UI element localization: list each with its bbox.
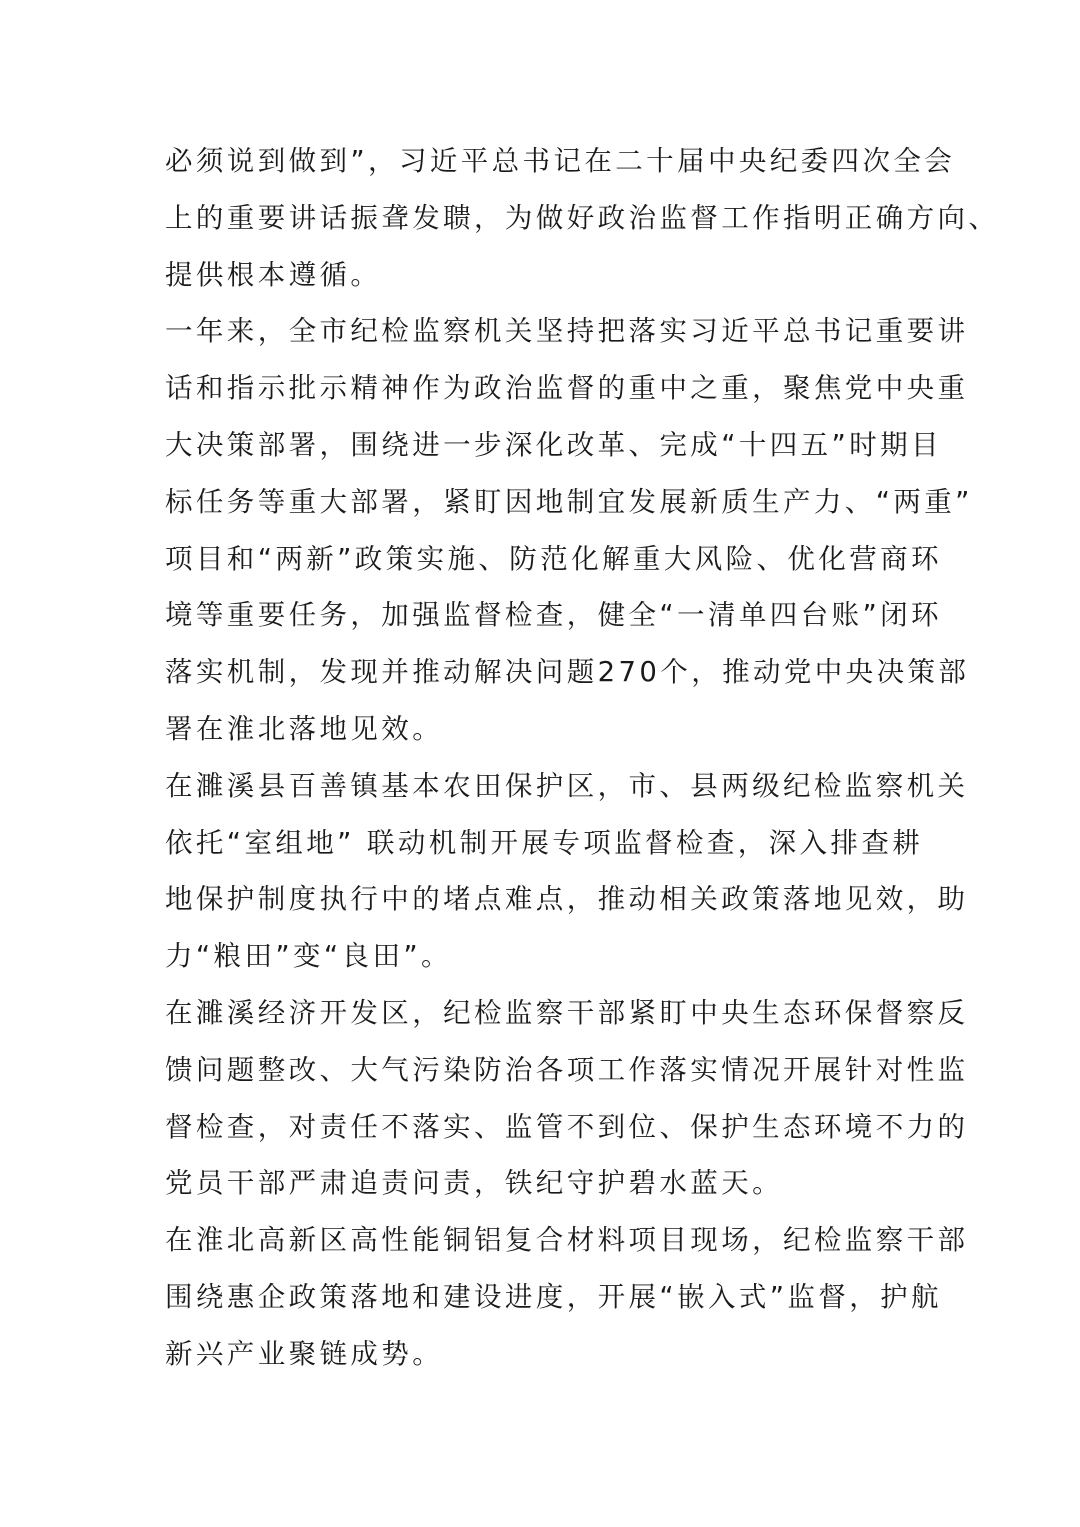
text-line: 在濉溪经济开发区，纪检监察干部紧盯中央生态环保督察反 <box>165 996 969 1029</box>
text-line: 馈问题整改、大气污染防治各项工作落实情况开展针对性监 <box>165 1053 969 1086</box>
text-line: 围绕惠企政策落地和建设进度，开展“嵌入式”监督，护航 <box>165 1280 942 1313</box>
text-line: 力“粮田”变“良田”。 <box>165 940 452 973</box>
text-line: 大决策部署，围绕进一步深化改革、完成“十四五”时期目 <box>165 428 942 461</box>
text-line: 督检查，对责任不落实、监管不到位、保护生态环境不力的 <box>165 1110 969 1143</box>
text-line: 境等重要任务，加强监督检查，健全“一清单四台账”闭环 <box>165 599 942 632</box>
text-line: 上的重要讲话振聋发聩，为做好政治监督工作指明正确方向、 <box>165 201 1000 234</box>
text-line: 一年来，全市纪检监察机关坚持把落实习近平总书记重要讲 <box>165 315 969 348</box>
text-line: 项目和“两新”政策实施、防范化解重大风险、优化营商环 <box>165 542 942 575</box>
text-line: 话和指示批示精神作为政治监督的重中之重，聚焦党中央重 <box>165 372 969 405</box>
text-line: 落实机制，发现并推动解决问题270个，推动党中央决策部 <box>165 656 970 689</box>
text-line: 依托“室组地” 联动机制开展专项监督检查，深入排查耕 <box>165 826 924 859</box>
text-line: 提供根本遵循。 <box>165 258 382 291</box>
text-line: 党员干部严肃追责问责，铁纪守护碧水蓝天。 <box>165 1167 783 1200</box>
text-line: 署在淮北落地见效。 <box>165 712 444 745</box>
body-text <box>165 133 1000 1383</box>
text-line: 在濉溪县百善镇基本农田保护区，市、县两级纪检监察机关 <box>165 769 969 802</box>
text-line: 必须说到做到”，习近平总书记在二十届中央纪委四次全会 <box>165 145 956 177</box>
text-line: 新兴产业聚链成势。 <box>165 1337 444 1370</box>
text-line: 标任务等重大部署，紧盯因地制宜发展新质生产力、“两重” <box>165 485 973 518</box>
text-line: 在淮北高新区高性能铜铝复合材料项目现场，纪检监察干部 <box>165 1224 969 1257</box>
text-line: 地保护制度执行中的堵点难点，推动相关政策落地见效，助 <box>165 883 969 916</box>
